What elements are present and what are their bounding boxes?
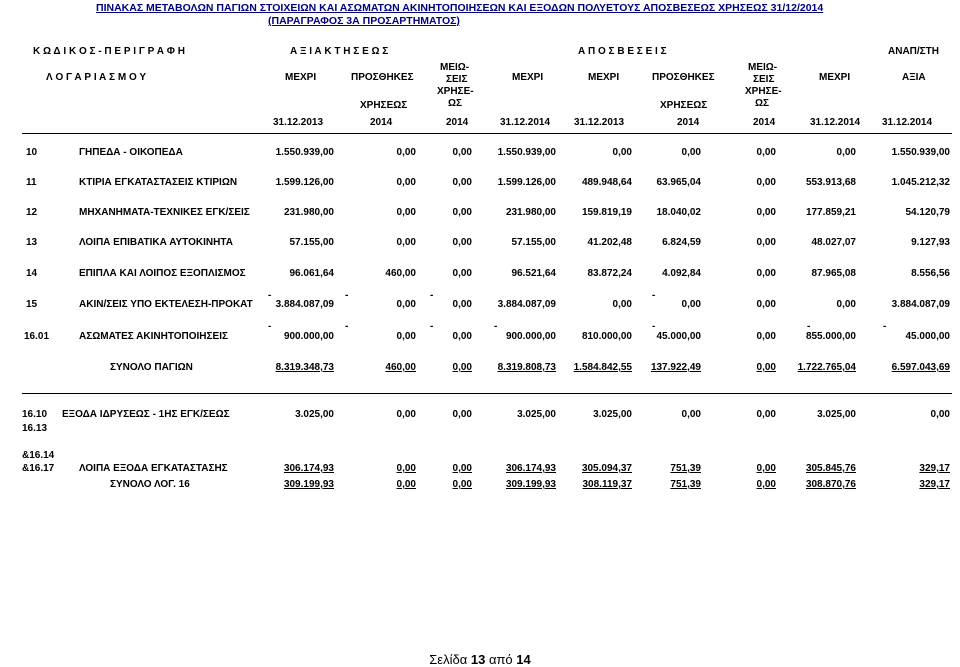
row-code: 13 (26, 237, 38, 248)
table-row-value: 6.824,59 (662, 237, 701, 248)
page-title: ΠΙΝΑΚΑΣ ΜΕΤΑΒΟΛΩΝ ΠΑΓΙΩΝ ΣΤΟΙΧΕΙΩΝ ΚΑΙ ΑΣΩΜΑΤΩΝ ΑΚΙΝΗΤΟΠΟΙΗΣΕΩΝ ΚΑΙ ΕΞΟΔΩΝ ΠΟΛΥΕΤΟΥΣ ΑΠΟΣΒΕΣΕΩΣ ΧΡΗΣΕΩΣ 31/12/2014 (96, 2, 824, 14)
header-divider (22, 133, 952, 134)
expense-row-value: 306.174,93 (505, 463, 556, 474)
table-row-value: 0,00 (396, 331, 416, 342)
row-code: 14 (26, 268, 38, 279)
row-code: 12 (26, 207, 38, 218)
row-description: ΓΗΠΕΔΑ - ΟΙΚΟΠΕΔΑ (79, 147, 183, 158)
table-row-value: 0,00 (756, 207, 776, 218)
expense-total-value: 0,00 (396, 479, 416, 490)
row-description: ΚΤΙΡΙΑ ΕΓΚΑΤΑΣΤΑΣΕΙΣ ΚΤΙΡΙΩΝ (79, 177, 238, 188)
table-row-value: 0,00 (452, 237, 472, 248)
col-date-4: 31.12.2014 (500, 117, 551, 128)
table-row-value: 0,00 (452, 207, 472, 218)
table-row-value: 57.155,00 (511, 237, 556, 248)
row-description: ΕΠΙΠΛΑ ΚΑΙ ΛΟΙΠΟΣ ΕΞΟΠΛΙΣΜΟΣ (79, 268, 246, 279)
dash-mark: - (807, 321, 811, 332)
table-row-value: 0,00 (756, 268, 776, 279)
col-head-mexri-4: ΜΕΧΡΙ (819, 72, 851, 83)
col-date-3: 2014 (446, 117, 469, 128)
expense-total-value: 309.199,93 (505, 479, 556, 490)
expense-code: 16.10 (22, 409, 48, 420)
dash-mark: - (268, 321, 272, 332)
col-head-xriseos-1: ΧΡΗΣΕΩΣ (360, 100, 408, 111)
table-row-value: 9.127,93 (911, 237, 950, 248)
table-row-value: 0,00 (452, 177, 472, 188)
page-subtitle: (ΠΑΡΑΓΡΑΦΟΣ 3Α ΠΡΟΣΑΡΤΗΜΑΤΟΣ) (268, 15, 460, 27)
expense-row-value: 3.025,00 (517, 409, 556, 420)
header-acquisition-value: Α Ξ Ι Α Κ Τ Η Σ Ε Ω Σ (290, 46, 389, 57)
table-row-value: 0,00 (756, 237, 776, 248)
table-row-value: 3.884.087,09 (497, 299, 556, 310)
table-row-value: 900.000,00 (283, 331, 334, 342)
table-row-value: 1.550.939,00 (275, 147, 334, 158)
col-head-mexri-2: ΜΕΧΡΙ (512, 72, 544, 83)
expense-row-value: 0,00 (452, 463, 472, 474)
dash-mark: - (494, 321, 498, 332)
expense-total-value: 0,00 (452, 479, 472, 490)
table-row-value: 177.859,21 (805, 207, 856, 218)
table-row-value: 1.599.126,00 (275, 177, 334, 188)
col-head-prosthikes-2: ΠΡΟΣΘΗΚΕΣ (652, 72, 715, 83)
expense-total-value: 309.199,93 (283, 479, 334, 490)
expense-row-value: 0,00 (452, 409, 472, 420)
expense-total-value: 0,00 (756, 479, 776, 490)
col-date-1: 31.12.2013 (273, 117, 324, 128)
expense-code: &16.17 (22, 463, 55, 474)
table-row-value: 45.000,00 (905, 331, 950, 342)
expense-row-value: 0,00 (930, 409, 950, 420)
header-undepreciated: ΑΝΑΠ/ΣΤΗ (888, 46, 939, 57)
footer-total: 14 (516, 652, 531, 667)
table-row-value: 0,00 (396, 177, 416, 188)
col-head-prosthikes-1: ΠΡΟΣΘΗΚΕΣ (351, 72, 414, 83)
table-row-value: 0,00 (396, 147, 416, 158)
expense-row-value: 0,00 (681, 409, 701, 420)
expense-row-value: 305.094,37 (581, 463, 632, 474)
expense-total-label: ΣΥΝΟΛΟ ΛΟΓ. 16 (110, 479, 190, 490)
row-description: ΜΗΧΑΝΗΜΑΤΑ-ΤΕΧΝΙΚΕΣ ΕΓΚ/ΣΕΙΣ (79, 207, 250, 218)
table-row-value: 460,00 (385, 268, 416, 279)
table-row-value: 0,00 (756, 299, 776, 310)
col-head-meiw-1: ΜΕΙΩ- (440, 62, 470, 73)
table-row-value: 41.202,48 (587, 237, 632, 248)
table-row-value: 3.884.087,09 (891, 299, 950, 310)
dash-mark: - (652, 321, 656, 332)
table-row-value: 0,00 (681, 299, 701, 310)
table-row-value: 0,00 (756, 177, 776, 188)
expense-row-value: 0,00 (756, 463, 776, 474)
row-code: 10 (26, 147, 38, 158)
total-fixed-value: 460,00 (385, 362, 416, 373)
row-description: ΑΚΙΝ/ΣΕΙΣ ΥΠΟ ΕΚΤΕΛΕΣΗ-ΠΡΟΚΑΤ (79, 299, 253, 310)
total-fixed-value: 0,00 (452, 362, 472, 373)
table-row-value: 489.948,64 (581, 177, 632, 188)
table-row-value: 0,00 (612, 299, 632, 310)
expense-total-value: 751,39 (670, 479, 701, 490)
expense-row-value: 3.025,00 (593, 409, 632, 420)
total-fixed-label: ΣΥΝΟΛΟ ΠΑΓΙΩΝ (110, 362, 193, 373)
expense-row-value: 329,17 (919, 463, 950, 474)
row-code: 15 (26, 299, 38, 310)
table-row-value: 96.521,64 (511, 268, 556, 279)
total-fixed-value: 8.319.348,73 (275, 362, 334, 373)
col-date-9: 31.12.2014 (882, 117, 933, 128)
expense-code: &16.14 (22, 450, 55, 461)
table-row-value: 231.980,00 (283, 207, 334, 218)
table-row-value: 0,00 (452, 268, 472, 279)
col-date-7: 2014 (753, 117, 776, 128)
table-row-value: 96.061,64 (289, 268, 334, 279)
footer-prefix: Σελίδα (429, 652, 468, 667)
expense-total-value: 308.870,76 (805, 479, 856, 490)
col-head-xrise-2: ΧΡΗΣΕ- (745, 86, 782, 97)
table-row-value: 0,00 (836, 147, 856, 158)
col-head-os-2: ΩΣ (755, 98, 770, 109)
table-row-value: 553.913,68 (805, 177, 856, 188)
footer-mid: από (488, 652, 513, 667)
col-head-meiw-2: ΜΕΙΩ- (748, 62, 778, 73)
col-head-seis-1: ΣΕΙΣ (446, 74, 468, 85)
expense-description: ΕΞΟΔΑ ΙΔΡΥΣΕΩΣ - 1ΗΣ ΕΓΚ/ΣΕΩΣ (62, 409, 230, 420)
row-code: 16.01 (24, 331, 50, 342)
col-head-mexri-1: ΜΕΧΡΙ (285, 72, 317, 83)
expense-description: ΛΟΙΠΑ ΕΞΟΔΑ ΕΓΚΑΤΑΣΤΑΣΗΣ (79, 463, 228, 474)
col-date-8: 31.12.2014 (810, 117, 861, 128)
dash-mark: - (345, 321, 349, 332)
expense-row-value: 306.174,93 (283, 463, 334, 474)
header-account: Λ Ο Γ Α Ρ Ι Α Σ Μ Ο Υ (46, 72, 146, 83)
total-fixed-value: 8.319.808,73 (497, 362, 556, 373)
col-date-5: 31.12.2013 (574, 117, 625, 128)
dash-mark: - (883, 321, 887, 332)
expense-row-value: 3.025,00 (817, 409, 856, 420)
table-row-value: 0,00 (396, 299, 416, 310)
table-row-value: 810.000,00 (581, 331, 632, 342)
dash-mark: - (430, 290, 434, 301)
dash-mark: - (652, 290, 656, 301)
table-row-value: 0,00 (756, 147, 776, 158)
table-row-value: 18.040,02 (656, 207, 701, 218)
expense-row-value: 751,39 (670, 463, 701, 474)
expense-row-value: 0,00 (396, 409, 416, 420)
table-row-value: 0,00 (681, 147, 701, 158)
total-fixed-value: 137.922,49 (650, 362, 701, 373)
col-head-axia: ΑΞΙΑ (902, 72, 926, 83)
expense-row-value: 0,00 (756, 409, 776, 420)
col-date-6: 2014 (677, 117, 700, 128)
table-row-value: 1.550.939,00 (891, 147, 950, 158)
header-depreciation: Α Π Ο Σ Β Ε Σ Ε Ι Σ (578, 46, 667, 57)
table-row-value: 3.884.087,09 (275, 299, 334, 310)
table-row-value: 0,00 (396, 237, 416, 248)
col-head-xrise-1: ΧΡΗΣΕ- (437, 86, 474, 97)
table-row-value: 900.000,00 (505, 331, 556, 342)
table-row-value: 48.027,07 (811, 237, 856, 248)
header-code-description: Κ Ω Δ Ι Κ Ο Σ - Π Ε Ρ Ι Γ Ρ Α Φ Η (33, 46, 185, 57)
table-row-value: 0,00 (612, 147, 632, 158)
table-row-value: 4.092,84 (662, 268, 701, 279)
table-row-value: 159.819,19 (581, 207, 632, 218)
table-row-value: 54.120,79 (905, 207, 950, 218)
table-row-value: 87.965,08 (811, 268, 856, 279)
table-row-value: 0,00 (756, 331, 776, 342)
section-divider (22, 393, 952, 394)
col-head-mexri-3: ΜΕΧΡΙ (588, 72, 620, 83)
expense-row-value: 305.845,76 (805, 463, 856, 474)
footer-page: 13 (470, 652, 486, 667)
total-fixed-value: 6.597.043,69 (891, 362, 950, 373)
col-head-os-1: ΩΣ (448, 98, 463, 109)
table-row-value: 83.872,24 (587, 268, 632, 279)
expense-row-value: 0,00 (396, 463, 416, 474)
table-row-value: 231.980,00 (505, 207, 556, 218)
expense-total-value: 329,17 (919, 479, 950, 490)
table-row-value: 0,00 (396, 207, 416, 218)
col-date-2: 2014 (370, 117, 393, 128)
row-description: ΛΟΙΠΑ ΕΠΙΒΑΤΙΚΑ ΑΥΤΟΚΙΝΗΤΑ (79, 237, 233, 248)
table-row-value: 0,00 (452, 299, 472, 310)
total-fixed-value: 1.722.765,04 (797, 362, 856, 373)
row-code: 11 (26, 177, 37, 188)
col-head-seis-2: ΣΕΙΣ (753, 74, 775, 85)
table-row-value: 0,00 (452, 147, 472, 158)
expense-total-value: 308.119,37 (582, 479, 632, 490)
table-row-value: 1.599.126,00 (497, 177, 556, 188)
dash-mark: - (430, 321, 434, 332)
table-row-value: 57.155,00 (289, 237, 334, 248)
total-fixed-value: 0,00 (756, 362, 776, 373)
row-description: ΑΣΩΜΑΤΕΣ ΑΚΙΝΗΤΟΠΟΙΗΣΕΙΣ (79, 331, 228, 342)
table-row-value: 45.000,00 (656, 331, 701, 342)
expense-row-value: 3.025,00 (295, 409, 334, 420)
total-fixed-value: 1.584.842,55 (573, 362, 632, 373)
col-head-xriseos-2: ΧΡΗΣΕΩΣ (660, 100, 708, 111)
table-row-value: 1.045.212,32 (891, 177, 950, 188)
dash-mark: - (268, 290, 272, 301)
dash-mark: - (345, 290, 349, 301)
table-row-value: 1.550.939,00 (497, 147, 556, 158)
table-row-value: 8.556,56 (911, 268, 950, 279)
table-row-value: 855.000,00 (805, 331, 856, 342)
table-row-value: 0,00 (452, 331, 472, 342)
table-row-value: 0,00 (836, 299, 856, 310)
table-row-value: 63.965,04 (656, 177, 701, 188)
expense-code: 16.13 (22, 423, 48, 434)
